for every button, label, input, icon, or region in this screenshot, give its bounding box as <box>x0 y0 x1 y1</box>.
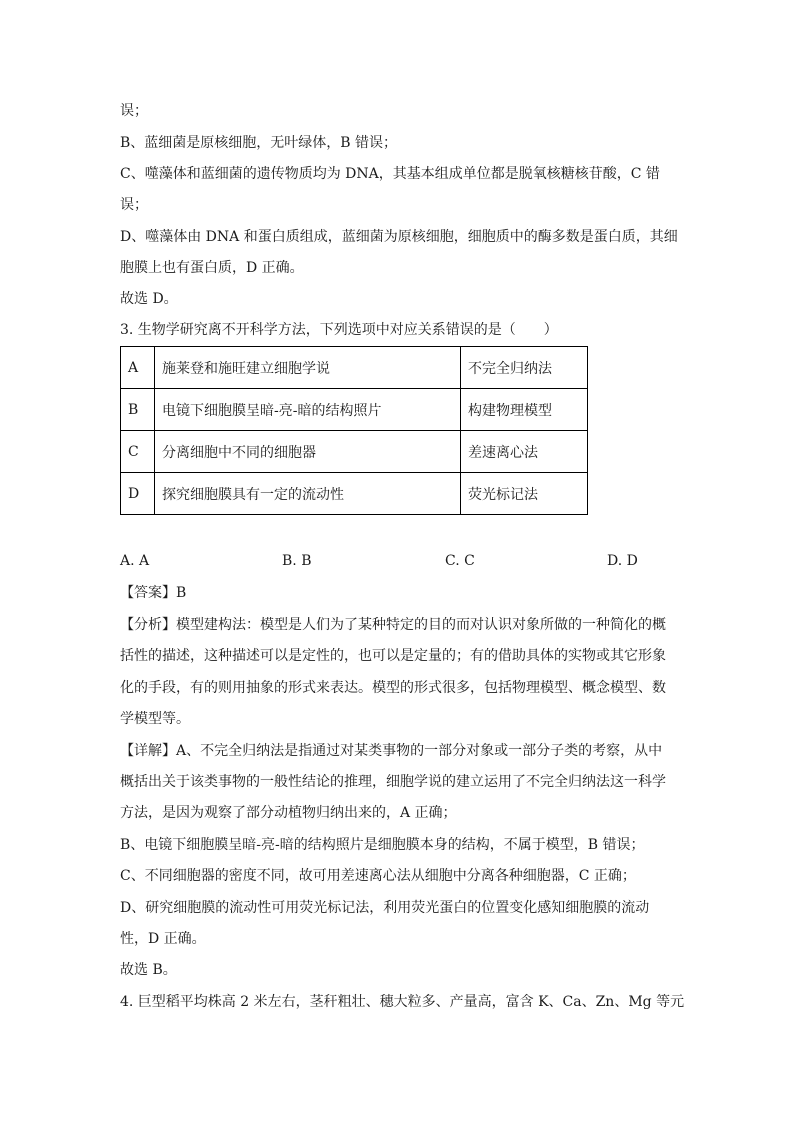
question-3-table <box>120 346 588 515</box>
table-cell-method: 不完全归纳法 <box>461 347 588 389</box>
analysis-line: 化的手段，有的则用抽象的形式来表达。模型的形式很多，包括物理模型、概念模型、数 <box>120 680 666 696</box>
text-line: D、噬藻体由 DNA 和蛋白质组成，蓝细菌为原核细胞，细胞质中的酶多数是蛋白质，其细 <box>120 229 678 245</box>
table-row <box>121 431 588 473</box>
explanation-line: C、不同细胞器的密度不同，故可用差速离心法从细胞中分离各种细胞器，C 正确； <box>120 868 636 884</box>
analysis-line: 括性的描述，这种描述可以是定性的，也可以是定量的；有的借助具体的实物或其它形象 <box>120 648 666 664</box>
table-cell-letter: A <box>121 347 155 389</box>
explanation-line: 【详解】A、不完全归纳法是指通过对某类事物的一部分对象或一部分子类的考察，从中 <box>120 743 663 759</box>
table-cell-letter: C <box>121 431 155 473</box>
explanation-line: 故选 B。 <box>120 962 177 978</box>
explanation-line: 性，D 正确。 <box>120 931 206 947</box>
answer-options <box>120 553 680 573</box>
option-b: B. B <box>282 553 312 569</box>
table-cell-content: 电镜下细胞膜呈暗-亮-暗的结构照片 <box>155 389 461 431</box>
explanation-line: D、研究细胞膜的流动性可用荧光标记法，利用荧光蛋白的位置变化感知细胞膜的流动 <box>120 900 650 916</box>
answer-label: 【答案】B <box>120 585 187 601</box>
table-row <box>121 473 588 515</box>
table-cell-letter: B <box>121 389 155 431</box>
question-4-stem: 4. 巨型稻平均株高 2 米左右，茎秆粗壮、穗大粒多、产量高，富含 K、Ca、Zn、Mg 等元 <box>120 994 685 1010</box>
question-3-stem: 3. 生物学研究离不开科学方法，下列选项中对应关系错误的是（ ） <box>120 322 558 338</box>
analysis-line: 学模型等。 <box>120 711 190 727</box>
text-line: 胞膜上也有蛋白质，D 正确。 <box>120 260 304 276</box>
option-a: A. A <box>120 553 150 569</box>
table-cell-content: 分离细胞中不同的细胞器 <box>155 431 461 473</box>
text-line: C、噬藻体和蓝细菌的遗传物质均为 DNA，其基本组成单位都是脱氧核糖核苷酸，C 错 <box>120 166 660 182</box>
explanation-line: B、电镜下细胞膜呈暗-亮-暗的结构照片是细胞膜本身的结构，不属于模型，B 错误； <box>120 837 645 853</box>
table-cell-method: 差速离心法 <box>461 431 588 473</box>
analysis-line: 【分析】模型建构法：模型是人们为了某种特定的目的而对认识对象所做的一种简化的概 <box>120 617 666 633</box>
text-line: 误； <box>120 103 148 119</box>
option-d: D. D <box>607 553 638 569</box>
table-row <box>121 389 588 431</box>
table-cell-content: 探究细胞膜具有一定的流动性 <box>155 473 461 515</box>
table-cell-content: 施莱登和施旺建立细胞学说 <box>155 347 461 389</box>
table-cell-method: 构建物理模型 <box>461 389 588 431</box>
text-line: 故选 D。 <box>120 291 178 307</box>
table-cell-method: 荧光标记法 <box>461 473 588 515</box>
table-row <box>121 347 588 389</box>
text-line: B、蓝细菌是原核细胞，无叶绿体，B 错误； <box>120 135 398 151</box>
explanation-line: 概括出关于该类事物的一般性结论的推理，细胞学说的建立运用了不完全归纳法这一科学 <box>120 774 666 790</box>
table-cell-letter: D <box>121 473 155 515</box>
option-c: C. C <box>445 553 475 569</box>
explanation-line: 方法，是因为观察了部分动植物归纳出来的，A 正确； <box>120 805 457 821</box>
text-line: 误； <box>120 197 148 213</box>
